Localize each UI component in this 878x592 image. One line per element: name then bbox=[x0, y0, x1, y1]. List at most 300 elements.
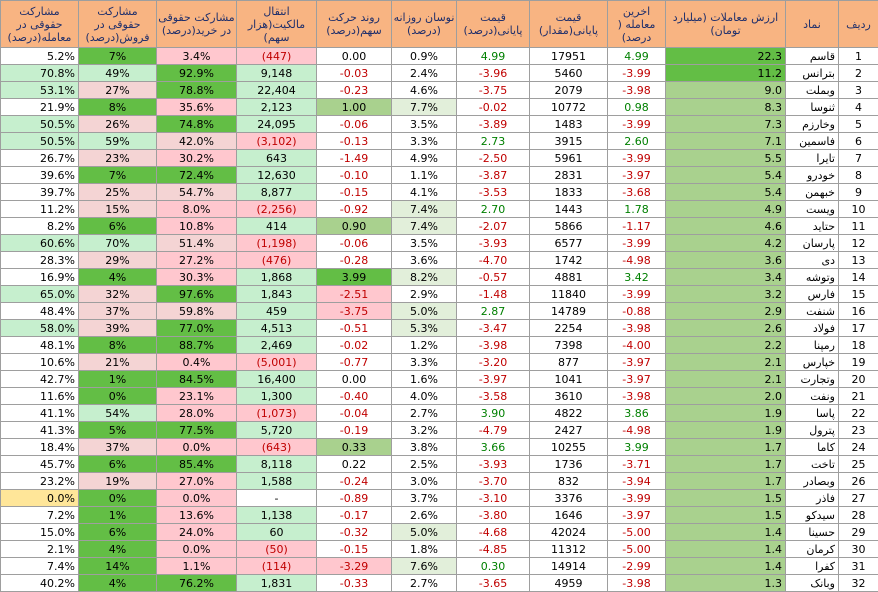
cell-retail-share-buy: 97.6% bbox=[157, 286, 237, 303]
cell-last-trade-pct: -3.99 bbox=[608, 116, 666, 133]
cell-trend: 0.00 bbox=[317, 371, 392, 388]
cell-retail-share-volume: 70.8% bbox=[1, 65, 79, 82]
cell-trade-value: 1.4 bbox=[666, 524, 786, 541]
cell-close-pct: 3.90 bbox=[457, 405, 530, 422]
cell-daily-volatility: 2.6% bbox=[392, 507, 457, 524]
cell-ownership-transfer: (2,256) bbox=[237, 201, 317, 218]
cell-close-price: 1833 bbox=[530, 184, 608, 201]
cell-symbol: ثنوسا bbox=[786, 99, 839, 116]
cell-retail-share-buy: 0.4% bbox=[157, 354, 237, 371]
cell-row-number: 29 bbox=[839, 524, 878, 541]
cell-daily-volatility: 3.3% bbox=[392, 354, 457, 371]
cell-trade-value: 2.6 bbox=[666, 320, 786, 337]
cell-last-trade-pct: -3.68 bbox=[608, 184, 666, 201]
cell-last-trade-pct: -5.00 bbox=[608, 524, 666, 541]
table-row bbox=[1, 167, 878, 184]
cell-retail-share-sell: 1% bbox=[79, 507, 157, 524]
cell-symbol: وبانک bbox=[786, 575, 839, 592]
cell-symbol: پترول bbox=[786, 422, 839, 439]
header-ownership-transfer: انتقال مالکیت(هزار سهم) bbox=[237, 1, 317, 48]
table-row bbox=[1, 541, 878, 558]
cell-symbol: حتاید bbox=[786, 218, 839, 235]
cell-daily-volatility: 5.3% bbox=[392, 320, 457, 337]
cell-retail-share-volume: 5.2% bbox=[1, 48, 79, 65]
cell-ownership-transfer: (1,198) bbox=[237, 235, 317, 252]
cell-daily-volatility: 7.4% bbox=[392, 201, 457, 218]
cell-symbol: خودرو bbox=[786, 167, 839, 184]
cell-retail-share-volume: 11.2% bbox=[1, 201, 79, 218]
cell-ownership-transfer: (447) bbox=[237, 48, 317, 65]
table-row bbox=[1, 354, 878, 371]
cell-retail-share-buy: 72.4% bbox=[157, 167, 237, 184]
cell-daily-volatility: 2.7% bbox=[392, 405, 457, 422]
cell-daily-volatility: 7.4% bbox=[392, 218, 457, 235]
cell-close-pct: -3.93 bbox=[457, 235, 530, 252]
cell-close-pct: -4.79 bbox=[457, 422, 530, 439]
header-trend: روند حرکت سهم(درصد) bbox=[317, 1, 392, 48]
cell-retail-share-sell: 5% bbox=[79, 422, 157, 439]
cell-symbol: وتجارت bbox=[786, 371, 839, 388]
cell-retail-share-buy: 1.1% bbox=[157, 558, 237, 575]
cell-trend: -0.15 bbox=[317, 541, 392, 558]
cell-daily-volatility: 2.5% bbox=[392, 456, 457, 473]
cell-trend: -0.40 bbox=[317, 388, 392, 405]
cell-retail-share-volume: 16.9% bbox=[1, 269, 79, 286]
cell-retail-share-buy: 59.8% bbox=[157, 303, 237, 320]
cell-ownership-transfer: 24,095 bbox=[237, 116, 317, 133]
cell-row-number: 1 bbox=[839, 48, 878, 65]
cell-retail-share-sell: 6% bbox=[79, 524, 157, 541]
table-row bbox=[1, 490, 878, 507]
cell-symbol: شنفت bbox=[786, 303, 839, 320]
cell-close-price: 1646 bbox=[530, 507, 608, 524]
cell-daily-volatility: 4.6% bbox=[392, 82, 457, 99]
cell-retail-share-buy: 85.4% bbox=[157, 456, 237, 473]
cell-row-number: 2 bbox=[839, 65, 878, 82]
cell-retail-share-buy: 77.0% bbox=[157, 320, 237, 337]
cell-symbol: خپارس bbox=[786, 354, 839, 371]
cell-retail-share-buy: 23.1% bbox=[157, 388, 237, 405]
cell-daily-volatility: 7.7% bbox=[392, 99, 457, 116]
table-row bbox=[1, 320, 878, 337]
cell-trade-value: 5.4 bbox=[666, 184, 786, 201]
cell-retail-share-buy: 92.9% bbox=[157, 65, 237, 82]
cell-row-number: 23 bbox=[839, 422, 878, 439]
cell-trend: -0.10 bbox=[317, 167, 392, 184]
cell-row-number: 8 bbox=[839, 167, 878, 184]
cell-close-price: 5460 bbox=[530, 65, 608, 82]
cell-symbol: کاما bbox=[786, 439, 839, 456]
cell-last-trade-pct: 3.42 bbox=[608, 269, 666, 286]
cell-trend: -0.15 bbox=[317, 184, 392, 201]
cell-close-price: 1736 bbox=[530, 456, 608, 473]
cell-close-pct: -2.50 bbox=[457, 150, 530, 167]
cell-trade-value: 2.2 bbox=[666, 337, 786, 354]
header-trade-value: ارزش معاملات (میلیارد تومان) bbox=[666, 1, 786, 48]
cell-trade-value: 2.1 bbox=[666, 354, 786, 371]
cell-retail-share-buy: 3.4% bbox=[157, 48, 237, 65]
cell-daily-volatility: 4.1% bbox=[392, 184, 457, 201]
cell-close-pct: -3.97 bbox=[457, 371, 530, 388]
cell-symbol: دی bbox=[786, 252, 839, 269]
cell-trade-value: 4.2 bbox=[666, 235, 786, 252]
cell-close-price: 42024 bbox=[530, 524, 608, 541]
cell-ownership-transfer: (1,073) bbox=[237, 405, 317, 422]
cell-trade-value: 1.3 bbox=[666, 575, 786, 592]
cell-close-price: 3915 bbox=[530, 133, 608, 150]
cell-daily-volatility: 1.2% bbox=[392, 337, 457, 354]
table-row bbox=[1, 235, 878, 252]
cell-close-price: 5961 bbox=[530, 150, 608, 167]
table-row bbox=[1, 371, 878, 388]
cell-retail-share-buy: 0.0% bbox=[157, 541, 237, 558]
cell-retail-share-volume: 40.2% bbox=[1, 575, 79, 592]
cell-retail-share-volume: 7.4% bbox=[1, 558, 79, 575]
cell-retail-share-volume: 42.7% bbox=[1, 371, 79, 388]
cell-daily-volatility: 2.9% bbox=[392, 286, 457, 303]
cell-retail-share-buy: 35.6% bbox=[157, 99, 237, 116]
cell-last-trade-pct: 3.99 bbox=[608, 439, 666, 456]
cell-retail-share-buy: 88.7% bbox=[157, 337, 237, 354]
cell-retail-share-buy: 10.8% bbox=[157, 218, 237, 235]
cell-retail-share-buy: 13.6% bbox=[157, 507, 237, 524]
cell-row-number: 15 bbox=[839, 286, 878, 303]
cell-ownership-transfer: (3,102) bbox=[237, 133, 317, 150]
cell-last-trade-pct: -3.98 bbox=[608, 575, 666, 592]
cell-close-price: 832 bbox=[530, 473, 608, 490]
cell-ownership-transfer: 8,118 bbox=[237, 456, 317, 473]
cell-close-pct: -3.20 bbox=[457, 354, 530, 371]
cell-close-price: 2079 bbox=[530, 82, 608, 99]
header-retail-share-buy: مشارکت حقوقی در خرید(درصد) bbox=[157, 1, 237, 48]
cell-last-trade-pct: -3.99 bbox=[608, 235, 666, 252]
cell-retail-share-buy: 28.0% bbox=[157, 405, 237, 422]
cell-close-price: 6577 bbox=[530, 235, 608, 252]
cell-ownership-transfer: 1,300 bbox=[237, 388, 317, 405]
cell-symbol: پارسان bbox=[786, 235, 839, 252]
cell-retail-share-sell: 32% bbox=[79, 286, 157, 303]
cell-trade-value: 1.5 bbox=[666, 507, 786, 524]
cell-last-trade-pct: -3.97 bbox=[608, 354, 666, 371]
cell-close-price: 3376 bbox=[530, 490, 608, 507]
cell-retail-share-volume: 18.4% bbox=[1, 439, 79, 456]
cell-row-number: 30 bbox=[839, 541, 878, 558]
cell-retail-share-volume: 41.3% bbox=[1, 422, 79, 439]
cell-ownership-transfer: 9,148 bbox=[237, 65, 317, 82]
cell-close-price: 11312 bbox=[530, 541, 608, 558]
cell-daily-volatility: 2.7% bbox=[392, 575, 457, 592]
cell-close-pct: -3.80 bbox=[457, 507, 530, 524]
cell-symbol: حسینا bbox=[786, 524, 839, 541]
cell-trade-value: 1.7 bbox=[666, 439, 786, 456]
cell-retail-share-buy: 51.4% bbox=[157, 235, 237, 252]
cell-ownership-transfer: (5,001) bbox=[237, 354, 317, 371]
cell-retail-share-sell: 37% bbox=[79, 439, 157, 456]
cell-trend: -0.32 bbox=[317, 524, 392, 541]
cell-retail-share-sell: 29% bbox=[79, 252, 157, 269]
cell-close-pct: -4.70 bbox=[457, 252, 530, 269]
cell-row-number: 11 bbox=[839, 218, 878, 235]
cell-last-trade-pct: -2.99 bbox=[608, 558, 666, 575]
cell-retail-share-volume: 2.1% bbox=[1, 541, 79, 558]
cell-retail-share-sell: 19% bbox=[79, 473, 157, 490]
cell-close-price: 2427 bbox=[530, 422, 608, 439]
cell-ownership-transfer: 5,720 bbox=[237, 422, 317, 439]
cell-daily-volatility: 3.0% bbox=[392, 473, 457, 490]
cell-retail-share-volume: 39.6% bbox=[1, 167, 79, 184]
cell-symbol: تاخت bbox=[786, 456, 839, 473]
table-row bbox=[1, 201, 878, 218]
cell-close-pct: -3.89 bbox=[457, 116, 530, 133]
cell-row-number: 7 bbox=[839, 150, 878, 167]
cell-trade-value: 3.4 bbox=[666, 269, 786, 286]
cell-trend: -0.02 bbox=[317, 337, 392, 354]
cell-last-trade-pct: -1.17 bbox=[608, 218, 666, 235]
cell-close-pct: -4.68 bbox=[457, 524, 530, 541]
cell-retail-share-sell: 25% bbox=[79, 184, 157, 201]
cell-trend: -3.29 bbox=[317, 558, 392, 575]
cell-retail-share-volume: 21.9% bbox=[1, 99, 79, 116]
cell-trend: -0.51 bbox=[317, 320, 392, 337]
cell-symbol: کفرا bbox=[786, 558, 839, 575]
cell-retail-share-volume: 48.4% bbox=[1, 303, 79, 320]
cell-retail-share-volume: 0.0% bbox=[1, 490, 79, 507]
cell-symbol: قاسم bbox=[786, 48, 839, 65]
cell-symbol: پاسا bbox=[786, 405, 839, 422]
cell-retail-share-sell: 21% bbox=[79, 354, 157, 371]
cell-ownership-transfer: 8,877 bbox=[237, 184, 317, 201]
cell-close-price: 2254 bbox=[530, 320, 608, 337]
cell-last-trade-pct: -4.00 bbox=[608, 337, 666, 354]
cell-retail-share-sell: 8% bbox=[79, 99, 157, 116]
cell-last-trade-pct: -3.94 bbox=[608, 473, 666, 490]
cell-daily-volatility: 3.5% bbox=[392, 235, 457, 252]
header-last-trade-pct: اخرین معامله ( درصد) bbox=[608, 1, 666, 48]
cell-row-number: 25 bbox=[839, 456, 878, 473]
cell-retail-share-buy: 78.8% bbox=[157, 82, 237, 99]
cell-retail-share-volume: 23.2% bbox=[1, 473, 79, 490]
cell-close-price: 5866 bbox=[530, 218, 608, 235]
cell-close-pct: -3.65 bbox=[457, 575, 530, 592]
cell-retail-share-sell: 37% bbox=[79, 303, 157, 320]
cell-retail-share-sell: 27% bbox=[79, 82, 157, 99]
cell-last-trade-pct: -3.98 bbox=[608, 82, 666, 99]
cell-retail-share-volume: 39.7% bbox=[1, 184, 79, 201]
cell-ownership-transfer: (476) bbox=[237, 252, 317, 269]
cell-daily-volatility: 1.6% bbox=[392, 371, 457, 388]
cell-retail-share-sell: 7% bbox=[79, 48, 157, 65]
table-row bbox=[1, 150, 878, 167]
cell-retail-share-sell: 6% bbox=[79, 456, 157, 473]
cell-retail-share-sell: 4% bbox=[79, 269, 157, 286]
cell-trend: -1.49 bbox=[317, 150, 392, 167]
table-row bbox=[1, 218, 878, 235]
cell-symbol: فاذر bbox=[786, 490, 839, 507]
cell-trend: 0.33 bbox=[317, 439, 392, 456]
cell-ownership-transfer: 1,868 bbox=[237, 269, 317, 286]
table-row bbox=[1, 65, 878, 82]
cell-trade-value: 5.5 bbox=[666, 150, 786, 167]
cell-symbol: وتوشه bbox=[786, 269, 839, 286]
cell-row-number: 21 bbox=[839, 388, 878, 405]
cell-retail-share-buy: 30.2% bbox=[157, 150, 237, 167]
cell-last-trade-pct: 3.86 bbox=[608, 405, 666, 422]
cell-close-pct: -3.53 bbox=[457, 184, 530, 201]
cell-daily-volatility: 2.4% bbox=[392, 65, 457, 82]
cell-retail-share-sell: 15% bbox=[79, 201, 157, 218]
cell-daily-volatility: 8.2% bbox=[392, 269, 457, 286]
table-row bbox=[1, 82, 878, 99]
table-row bbox=[1, 439, 878, 456]
cell-last-trade-pct: 4.99 bbox=[608, 48, 666, 65]
cell-retail-share-sell: 0% bbox=[79, 490, 157, 507]
cell-retail-share-sell: 4% bbox=[79, 575, 157, 592]
cell-ownership-transfer: 1,843 bbox=[237, 286, 317, 303]
table-row bbox=[1, 388, 878, 405]
table-row bbox=[1, 422, 878, 439]
cell-retail-share-sell: 7% bbox=[79, 167, 157, 184]
cell-symbol: سیدکو bbox=[786, 507, 839, 524]
cell-close-pct: -3.10 bbox=[457, 490, 530, 507]
cell-close-price: 1483 bbox=[530, 116, 608, 133]
cell-retail-share-buy: 74.8% bbox=[157, 116, 237, 133]
table-row bbox=[1, 286, 878, 303]
cell-close-pct: 2.73 bbox=[457, 133, 530, 150]
cell-close-price: 4822 bbox=[530, 405, 608, 422]
cell-close-price: 4881 bbox=[530, 269, 608, 286]
cell-trade-value: 3.6 bbox=[666, 252, 786, 269]
cell-symbol: وبصادر bbox=[786, 473, 839, 490]
cell-symbol: رمپنا bbox=[786, 337, 839, 354]
table-row bbox=[1, 48, 878, 65]
cell-trend: -0.33 bbox=[317, 575, 392, 592]
cell-trade-value: 1.9 bbox=[666, 422, 786, 439]
table-row bbox=[1, 524, 878, 541]
cell-close-price: 4959 bbox=[530, 575, 608, 592]
cell-trend: -2.51 bbox=[317, 286, 392, 303]
cell-ownership-transfer: 1,138 bbox=[237, 507, 317, 524]
cell-symbol: ویست bbox=[786, 201, 839, 218]
cell-trend: -0.92 bbox=[317, 201, 392, 218]
cell-row-number: 16 bbox=[839, 303, 878, 320]
cell-close-pct: 2.87 bbox=[457, 303, 530, 320]
cell-last-trade-pct: -3.71 bbox=[608, 456, 666, 473]
cell-trade-value: 1.5 bbox=[666, 490, 786, 507]
cell-row-number: 12 bbox=[839, 235, 878, 252]
cell-trend: 0.00 bbox=[317, 48, 392, 65]
cell-retail-share-volume: 28.3% bbox=[1, 252, 79, 269]
cell-row-number: 10 bbox=[839, 201, 878, 218]
table-row bbox=[1, 269, 878, 286]
cell-close-price: 17951 bbox=[530, 48, 608, 65]
cell-close-pct: -3.58 bbox=[457, 388, 530, 405]
cell-close-pct: 3.66 bbox=[457, 439, 530, 456]
cell-daily-volatility: 0.9% bbox=[392, 48, 457, 65]
cell-retail-share-volume: 50.5% bbox=[1, 133, 79, 150]
header-row-number: ردیف bbox=[839, 1, 878, 48]
cell-trend: -0.89 bbox=[317, 490, 392, 507]
cell-trade-value: 5.4 bbox=[666, 167, 786, 184]
cell-retail-share-volume: 11.6% bbox=[1, 388, 79, 405]
cell-daily-volatility: 4.0% bbox=[392, 388, 457, 405]
cell-close-pct: 2.70 bbox=[457, 201, 530, 218]
cell-retail-share-buy: 42.0% bbox=[157, 133, 237, 150]
cell-retail-share-sell: 23% bbox=[79, 150, 157, 167]
table-row bbox=[1, 507, 878, 524]
cell-row-number: 9 bbox=[839, 184, 878, 201]
header-close-price: قیمت پایانی(مقدار) bbox=[530, 1, 608, 48]
table-row bbox=[1, 456, 878, 473]
cell-ownership-transfer: 643 bbox=[237, 150, 317, 167]
cell-close-price: 2831 bbox=[530, 167, 608, 184]
cell-retail-share-sell: 0% bbox=[79, 388, 157, 405]
cell-trend: 1.00 bbox=[317, 99, 392, 116]
cell-retail-share-buy: 76.2% bbox=[157, 575, 237, 592]
cell-trade-value: 11.2 bbox=[666, 65, 786, 82]
cell-retail-share-volume: 7.2% bbox=[1, 507, 79, 524]
cell-row-number: 22 bbox=[839, 405, 878, 422]
cell-last-trade-pct: -4.98 bbox=[608, 252, 666, 269]
cell-retail-share-buy: 30.3% bbox=[157, 269, 237, 286]
table-row bbox=[1, 303, 878, 320]
cell-row-number: 28 bbox=[839, 507, 878, 524]
cell-retail-share-sell: 26% bbox=[79, 116, 157, 133]
cell-ownership-transfer: (50) bbox=[237, 541, 317, 558]
cell-ownership-transfer: 459 bbox=[237, 303, 317, 320]
cell-retail-share-sell: 54% bbox=[79, 405, 157, 422]
cell-trade-value: 1.7 bbox=[666, 473, 786, 490]
cell-close-price: 1742 bbox=[530, 252, 608, 269]
cell-trend: -0.06 bbox=[317, 116, 392, 133]
cell-trend: 3.99 bbox=[317, 269, 392, 286]
cell-retail-share-buy: 27.2% bbox=[157, 252, 237, 269]
cell-close-pct: -3.70 bbox=[457, 473, 530, 490]
cell-retail-share-buy: 27.0% bbox=[157, 473, 237, 490]
cell-close-price: 1443 bbox=[530, 201, 608, 218]
cell-row-number: 13 bbox=[839, 252, 878, 269]
cell-symbol: تایرا bbox=[786, 150, 839, 167]
cell-trade-value: 2.0 bbox=[666, 388, 786, 405]
cell-retail-share-volume: 65.0% bbox=[1, 286, 79, 303]
cell-trend: -0.24 bbox=[317, 473, 392, 490]
cell-retail-share-buy: 24.0% bbox=[157, 524, 237, 541]
cell-trade-value: 1.9 bbox=[666, 405, 786, 422]
cell-ownership-transfer: 22,404 bbox=[237, 82, 317, 99]
cell-row-number: 19 bbox=[839, 354, 878, 371]
cell-retail-share-buy: 8.0% bbox=[157, 201, 237, 218]
cell-retail-share-sell: 8% bbox=[79, 337, 157, 354]
cell-row-number: 24 bbox=[839, 439, 878, 456]
cell-retail-share-sell: 1% bbox=[79, 371, 157, 388]
cell-close-pct: -0.57 bbox=[457, 269, 530, 286]
cell-retail-share-sell: 39% bbox=[79, 320, 157, 337]
cell-symbol: فارس bbox=[786, 286, 839, 303]
cell-ownership-transfer: (643) bbox=[237, 439, 317, 456]
cell-symbol: خبهمن bbox=[786, 184, 839, 201]
cell-retail-share-volume: 50.5% bbox=[1, 116, 79, 133]
cell-trade-value: 1.7 bbox=[666, 456, 786, 473]
cell-last-trade-pct: -3.98 bbox=[608, 320, 666, 337]
cell-retail-share-buy: 77.5% bbox=[157, 422, 237, 439]
cell-retail-share-sell: 4% bbox=[79, 541, 157, 558]
cell-ownership-transfer: 414 bbox=[237, 218, 317, 235]
cell-retail-share-volume: 45.7% bbox=[1, 456, 79, 473]
cell-trade-value: 3.2 bbox=[666, 286, 786, 303]
cell-ownership-transfer: 2,469 bbox=[237, 337, 317, 354]
cell-last-trade-pct: -3.99 bbox=[608, 150, 666, 167]
cell-trend: -0.77 bbox=[317, 354, 392, 371]
cell-symbol: ونفت bbox=[786, 388, 839, 405]
